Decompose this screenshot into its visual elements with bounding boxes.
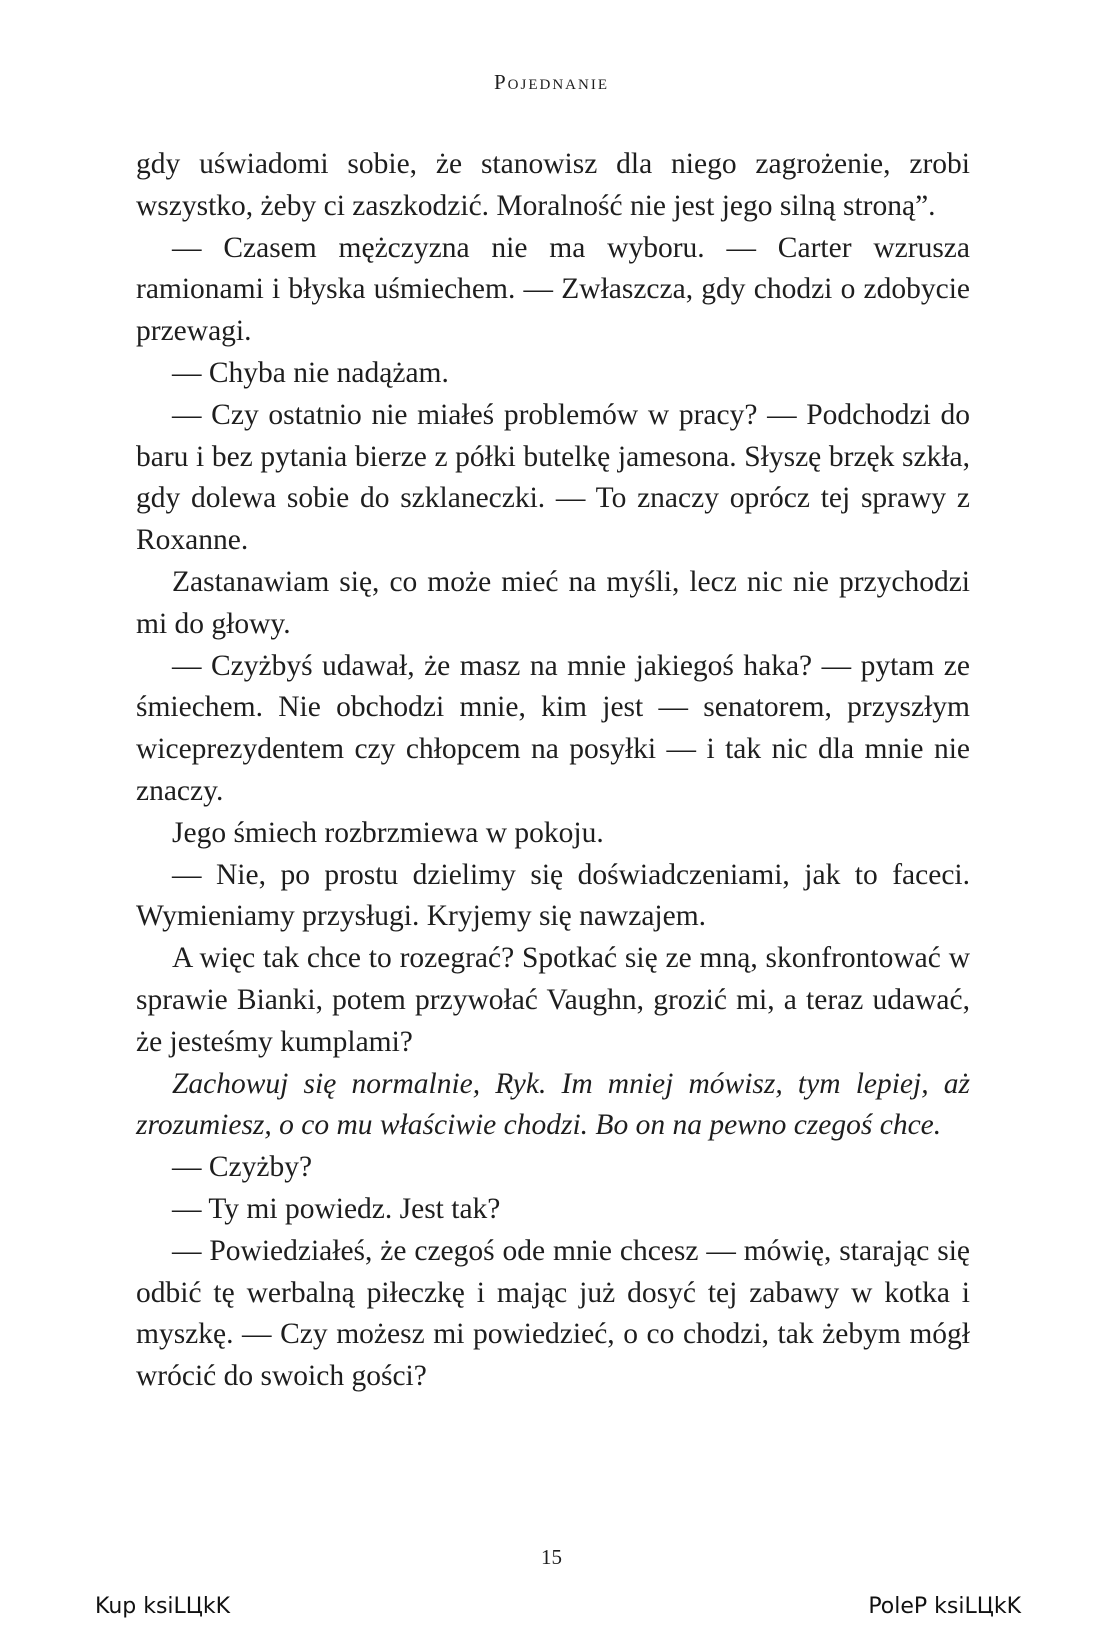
paragraph: — Powiedziałeś, że czegoś ode mnie chcesz — mówię, starając się odbić tę werbalną piłeczkę i mając już dosyć tej zabawy w kotka i myszkę. — Czy możesz mi powiedzieć, o co chodzi, tak żebym mógł wrócić do swoich gości? [136, 1234, 970, 1393]
paragraph: — Czyżbyś udawał, że masz na mnie jakiegoś haka? — pytam ze śmiechem. Nie obchodzi mnie, kim jest — senatorem, przyszłym wiceprezydentem czy chłopcem na posyłki — i tak nic dla mnie nie znaczy. [136, 649, 970, 807]
paragraph: Zastanawiam się, co może mieć na myśli, lecz nic nie przychodzi mi do głowy. [136, 565, 970, 640]
recommend-book-link[interactable]: PoleP ksiLЦkK [868, 1594, 1021, 1619]
paragraph: — Nie, po prostu dzielimy się doświadczeniami, jak to faceci. Wymieniamy przysługi. Kryjemy się nawzajem. [136, 858, 970, 933]
paragraph: — Czasem mężczyzna nie ma wyboru. — Carter wzrusza ramionami i błyska uśmiechem. — Zwłaszcza, gdy chodzi o zdobycie przewagi. [136, 231, 970, 348]
paragraph: — Chyba nie nadążam. [172, 356, 449, 389]
body-text [136, 144, 970, 1398]
paragraph: Jego śmiech rozbrzmiewa w pokoju. [172, 816, 604, 849]
paragraph: — Czyżby? [172, 1151, 313, 1184]
paragraph: — Czy ostatnio nie miałeś problemów w pracy? — Podchodzi do baru i bez pytania bierze z półki butelkę jamesona. Słyszę brzęk szkła, gdy dolewa sobie do szklaneczki. — To znaczy oprócz tej sprawy z Roxanne. [136, 398, 970, 557]
paragraph: — Ty mi powiedz. Jest tak? [172, 1192, 501, 1225]
paragraph: A więc tak chce to rozegrać? Spotkać się ze mną, skonfrontować w sprawie Bianki, potem przywołać Vaughn, grozić mi, a teraz udawać, że jesteśmy kumplami? [136, 942, 970, 1058]
paragraph: gdy uświadomi sobie, że stanowisz dla niego zagrożenie, zrobi wszystko, żeby ci zaszkodzić. Moralność nie jest jego silną stroną”. [136, 148, 970, 222]
italic-thought-paragraph: Zachowuj się normalnie, Ryk. Im mniej mówisz, tym lepiej, aż zrozumiesz, o co mu właściwie chodzi. Bo on na pewno czegoś chce. [136, 1067, 970, 1142]
running-title: Pojednanie [494, 70, 609, 94]
page-number: 15 [541, 1545, 562, 1569]
buy-book-link[interactable]: Kup ksiLЦkK [95, 1594, 231, 1619]
